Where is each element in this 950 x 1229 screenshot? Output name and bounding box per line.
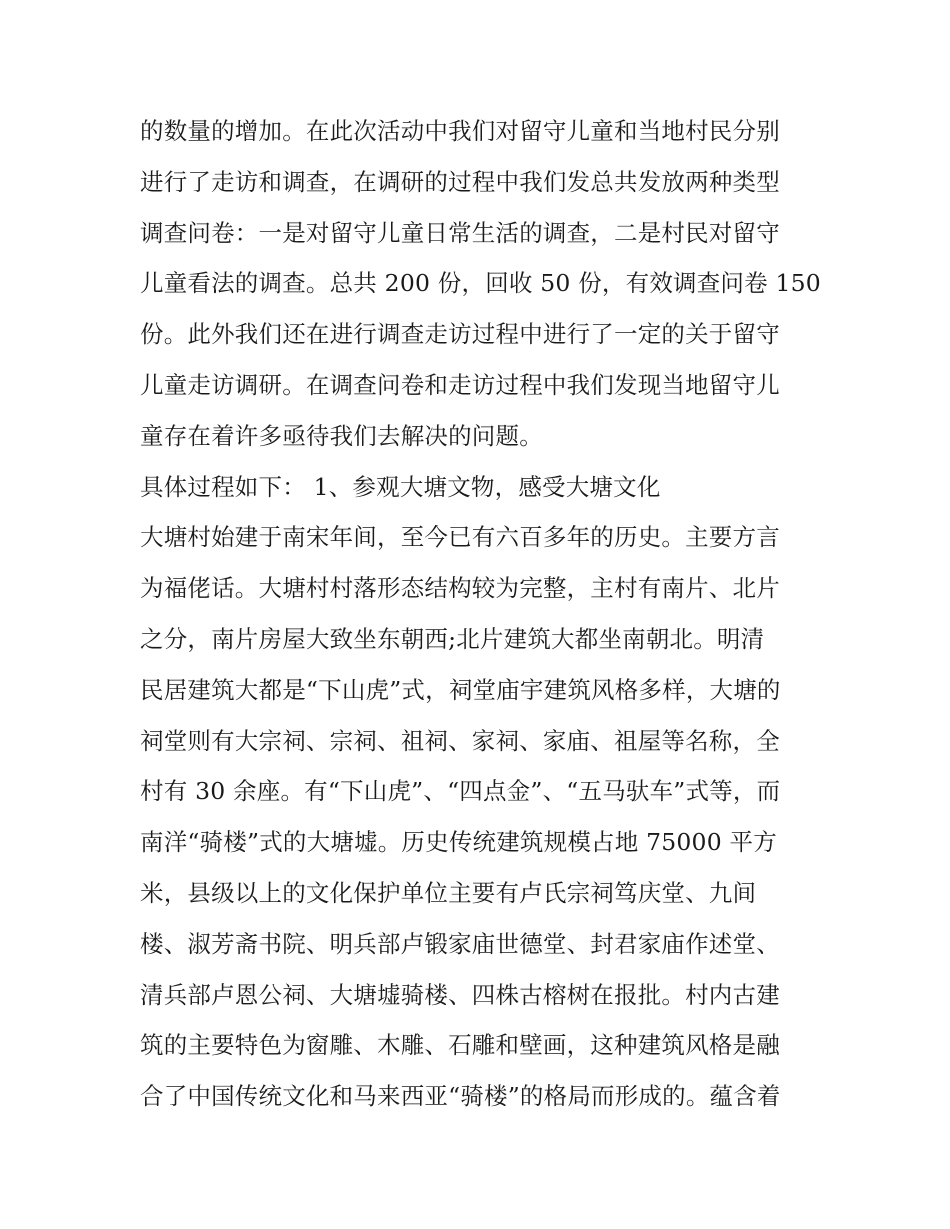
- text-line: 进行了走访和调查，在调研的过程中我们发总共发放两种类型: [140, 167, 780, 196]
- body-text: [140, 106, 820, 1122]
- section-heading: 具体过程如下： 1、参观大塘文物，感受大塘文化: [140, 472, 661, 501]
- text-line: 大塘村始建于南宋年间，至今已有六百多年的历史。主要方言: [140, 523, 780, 552]
- text-line: 为福佬话。大塘村村落形态结构较为完整，主村有南片、北片: [140, 574, 780, 603]
- text-line: 村有 30 余座。有“下山虎”、“四点金”、“五马驮车”式等，而: [140, 777, 781, 806]
- text-line: 南洋“骑楼”式的大塘墟。历史传统建筑规模占地 75000 平方: [140, 828, 777, 857]
- text-line: 儿童走访调研。在调查问卷和走访过程中我们发现当地留守儿: [140, 370, 780, 399]
- text-line: 的数量的增加。在此次活动中我们对留守儿童和当地村民分别: [140, 117, 780, 145]
- text-line: 米，县级以上的文化保护单位主要有卢氏宗祠笃庆堂、九间: [140, 878, 757, 907]
- text-line: 民居建筑大都是“下山虎”式，祠堂庙宇建筑风格多样，大塘的: [140, 675, 781, 704]
- text-line: 筑的主要特色为窗雕、木雕、石雕和壁画，这种建筑风格是融: [140, 1031, 780, 1060]
- text-line: 童存在着许多亟待我们去解决的问题。: [140, 421, 543, 450]
- text-line: 祠堂则有大宗祠、宗祠、祖祠、家祠、家庙、祖屋等名称，全: [140, 726, 780, 755]
- text-line: 份。此外我们还在进行调查走访过程中进行了一定的关于留守: [140, 320, 780, 349]
- text-line: 调查问卷：一是对留守儿童日常生活的调查，二是村民对留守: [140, 218, 780, 247]
- text-line: 合了中国传统文化和马来西亚“骑楼”的格局而形成的。蕴含着: [140, 1082, 781, 1111]
- text-line: 儿童看法的调查。总共 200 份，回收 50 份，有效调查问卷 150: [140, 269, 821, 298]
- text-line: 楼、淑芳斋书院、明兵部卢锻家庙世德堂、封君家庙作述堂、: [140, 929, 780, 958]
- text-line: 之分，南片房屋大致坐东朝西;北片建筑大都坐南朝北。明清: [140, 624, 765, 653]
- text-line: 清兵部卢恩公祠、大塘墟骑楼、四株古榕树在报批。村内古建: [140, 980, 780, 1009]
